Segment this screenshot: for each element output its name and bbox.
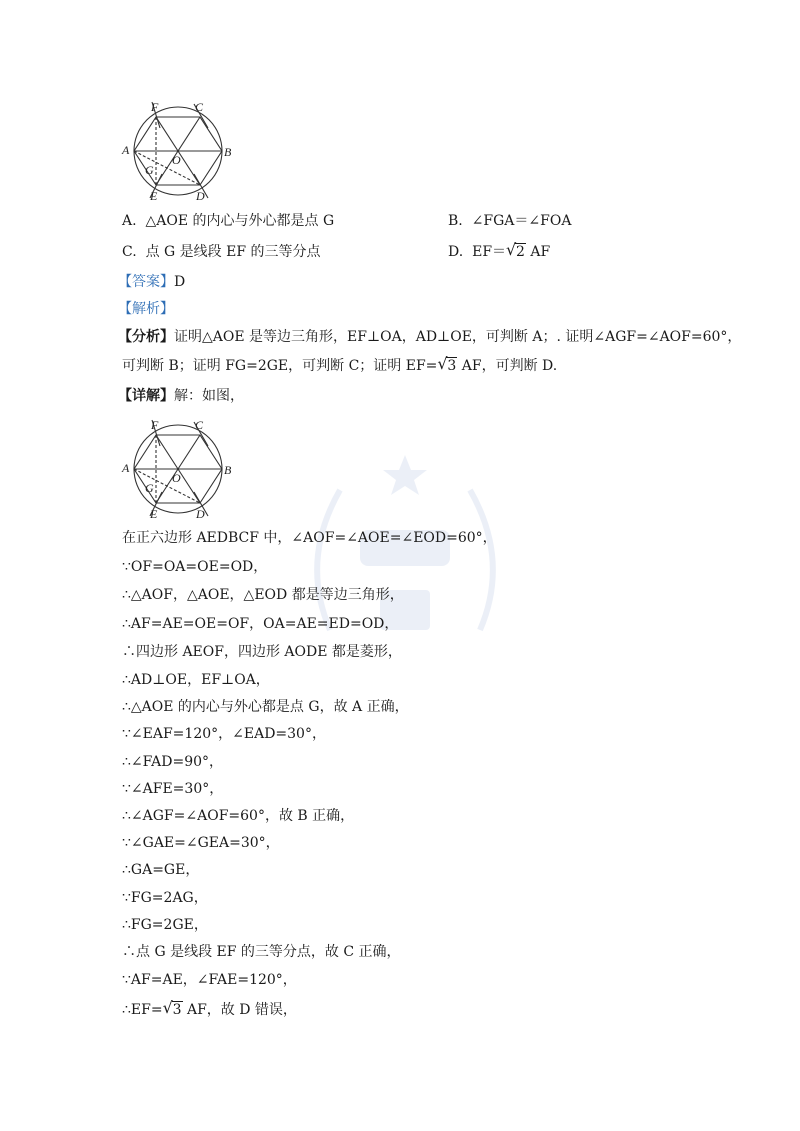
watermark-logo bbox=[290, 440, 520, 670]
option-c bbox=[122, 242, 321, 262]
label-C: C bbox=[195, 418, 204, 432]
label-G: G bbox=[145, 163, 154, 177]
step-10: ∵∠AFE=30°， bbox=[122, 781, 224, 797]
option-c-prefix: C. bbox=[122, 244, 137, 260]
step-13: ∴GA=GE， bbox=[122, 862, 200, 878]
detail-text: 解：如图， bbox=[174, 388, 244, 404]
option-b-text: ∠FGA＝∠FOA bbox=[471, 213, 572, 229]
answer-line bbox=[118, 272, 185, 292]
fenxi-tag: 【分析】 bbox=[118, 329, 174, 345]
step-18 bbox=[122, 1000, 297, 1020]
label-E: E bbox=[150, 507, 158, 521]
step-18-pre: ∴EF= bbox=[122, 1002, 163, 1018]
label-A: A bbox=[122, 143, 130, 157]
step-11: ∴∠AGF=∠AOF=60°，故 B 正确， bbox=[122, 808, 355, 824]
label-B: B bbox=[224, 463, 232, 477]
hexagon-figure-1 bbox=[118, 98, 238, 204]
step-6: ∴AD⊥OE，EF⊥OA， bbox=[122, 672, 270, 688]
option-b bbox=[448, 211, 571, 231]
step-7: ∴△AOE 的内心与外心都是点 G，故 A 正确， bbox=[122, 699, 409, 715]
step-5: ∴四边形 AEOF，四边形 AODE 都是菱形， bbox=[122, 644, 402, 660]
hexagon-figure-2 bbox=[118, 416, 238, 522]
option-d-prefix: D. bbox=[448, 244, 464, 260]
label-F: F bbox=[151, 418, 159, 432]
option-a-text: △AOE 的内心与外心都是点 G bbox=[145, 213, 335, 229]
label-D: D bbox=[196, 507, 205, 521]
label-E: E bbox=[150, 189, 158, 203]
label-D: D bbox=[196, 189, 205, 203]
sqrt-symbol: √ 3 bbox=[162, 998, 182, 1018]
detail-tag: 【详解】 bbox=[118, 388, 174, 404]
sqrt-symbol: √ 2 bbox=[506, 240, 525, 260]
option-c-text: 点 G 是线段 EF 的三等分点 bbox=[145, 244, 321, 260]
fenxi-text-2-post: AF，可判断 D. bbox=[461, 358, 558, 374]
step-15: ∴FG=2GE， bbox=[122, 917, 208, 933]
sqrt-symbol: √ 3 bbox=[437, 354, 457, 374]
option-a-prefix: A. bbox=[122, 213, 137, 229]
option-d-left: EF＝ bbox=[472, 244, 507, 260]
step-18-radicand: 3 bbox=[172, 1002, 182, 1018]
option-b-prefix: B. bbox=[448, 213, 463, 229]
option-a bbox=[122, 211, 334, 231]
fenxi-radicand: 3 bbox=[447, 358, 457, 374]
step-18-post: AF，故 D 错误， bbox=[186, 1002, 297, 1018]
label-A: A bbox=[122, 461, 130, 475]
fenxi-text-1: 证明△AOE 是等边三角形，EF⊥OA，AD⊥OE，可判断 A；. 证明∠AGF=∠AOF=60°， bbox=[174, 329, 742, 345]
fenxi-text-2-pre: 可判断 B；证明 FG=2GE，可判断 C；证明 EF= bbox=[122, 358, 438, 374]
analysis-tag: 【解析】 bbox=[118, 301, 174, 317]
label-O: O bbox=[172, 153, 181, 167]
step-3: ∴△AOF，△AOE，△EOD 都是等边三角形， bbox=[122, 587, 404, 603]
detail-line bbox=[118, 386, 244, 406]
answer-value: D bbox=[174, 274, 186, 290]
step-12: ∵∠GAE=∠GEA=30°， bbox=[122, 835, 280, 851]
step-1: 在正六边形 AEDBCF 中，∠AOF=∠AOE=∠EOD=60°， bbox=[122, 530, 497, 546]
option-d-right: AF bbox=[530, 244, 551, 260]
step-2: ∵OF=OA=OE=OD， bbox=[122, 559, 268, 575]
label-F: F bbox=[151, 100, 159, 114]
label-C: C bbox=[195, 100, 204, 114]
label-B: B bbox=[224, 145, 232, 159]
option-d bbox=[448, 242, 550, 262]
step-16: ∴点 G 是线段 EF 的三等分点，故 C 正确， bbox=[122, 944, 401, 960]
step-4: ∴AF=AE=OE=OF，OA=AE=ED=OD， bbox=[122, 616, 399, 632]
step-14: ∵FG=2AG， bbox=[122, 890, 208, 906]
label-O: O bbox=[172, 471, 181, 485]
fenxi-line-2 bbox=[122, 356, 557, 376]
label-G: G bbox=[145, 481, 154, 495]
option-d-radicand: 2 bbox=[516, 244, 525, 260]
step-8: ∵∠EAF=120°，∠EAD=30°， bbox=[122, 726, 326, 742]
fenxi-line-1 bbox=[118, 327, 741, 347]
step-17: ∵AF=AE，∠FAE=120°， bbox=[122, 972, 297, 988]
answer-tag: 【答案】 bbox=[118, 274, 174, 290]
step-9: ∴∠FAD=90°， bbox=[122, 754, 224, 770]
